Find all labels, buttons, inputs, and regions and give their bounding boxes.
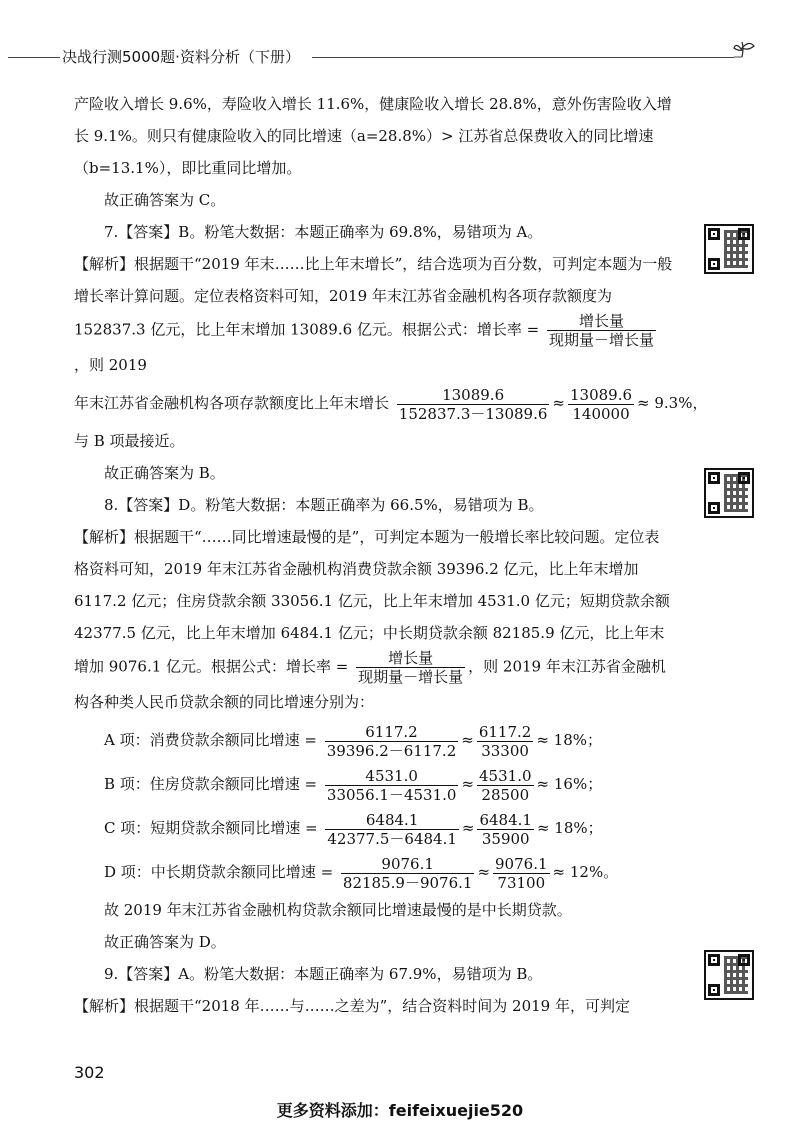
calc-result: ≈ 16%； [536, 775, 603, 793]
q8-conclusion: 故 2019 年末江苏省金融机构贷款余额同比增速最慢的是中长期贷款。 [104, 901, 572, 919]
qr-pattern [724, 474, 748, 512]
fraction-denominator: 82185.9－9076.1 [342, 873, 473, 892]
qr-code-icon[interactable] [704, 224, 754, 274]
qr-finder [708, 472, 720, 484]
fraction-numerator: 6117.2 [325, 723, 459, 742]
calc-result: ≈ 12%。 [552, 863, 619, 881]
option-d-calc: D 项：中长期贷款余额同比增速 = $\frac{9076.1}{82185.9-9076.1}$ ≈ $\frac{9076.1}{73100}$ ≈ 12%。 [104, 854, 619, 892]
header-rule-right [312, 57, 734, 58]
option-label: A 项：消费贷款余额同比增速 = [104, 731, 317, 749]
q9-answer-header: 9.【答案】A。粉笔大数据：本题正确率为 67.9%，易错项为 B。 [104, 965, 543, 983]
fraction-numerator: 增长量 [356, 649, 465, 668]
calc-fraction [325, 723, 459, 760]
calc-result: ≈ 9.3%， [637, 394, 708, 412]
fraction-denominator: 35900 [481, 829, 530, 848]
qr-finder [708, 984, 720, 996]
header-title: 决战行测5000题·资料分析（下册） [62, 48, 300, 66]
qr-finder [708, 954, 720, 966]
fraction-numerator: 13089.6 [569, 385, 633, 404]
fraction-numerator: 6484.1 [325, 811, 459, 830]
q7-calculation: 年末江苏省金融机构各项存款额度比上年末增长 $\frac{13089.6}{152837.3-13089.6}$ ≈ $\frac{13089.6}{140000}$ ≈ 9.3%， [74, 385, 708, 423]
fraction-denominator: 152837.3－13089.6 [398, 404, 548, 423]
qr-finder [708, 228, 720, 240]
fraction-denominator: 现期量－增长量 [549, 331, 655, 349]
fraction-numerator: 增长量 [547, 312, 656, 331]
q9-analysis: 【解析】根据题干“2018 年……与……之差为”，结合资料时间为 2019 年，可判定 [74, 997, 630, 1015]
option-label: B 项：住房贷款余额同比增速 = [104, 775, 318, 793]
growth-formula-fraction [547, 312, 656, 349]
fraction-denominator: 73100 [497, 873, 546, 892]
answer-line: 故正确答案为 C。 [104, 191, 226, 209]
q7-conclusion: 与 B 项最接近。 [74, 432, 185, 450]
q8-analysis-tail: ，则 2019 年末江苏省金融机构各种类人民币贷款余额的同比增速分别为： [74, 657, 666, 711]
calc-result: ≈ 18%； [536, 819, 603, 837]
qr-finder [708, 502, 720, 514]
running-header [0, 36, 800, 76]
fraction-denominator: 39396.2－6117.2 [326, 741, 457, 760]
q7-analysis-text: 【解析】根据题干“2019 年末……比上年末增长”，结合选项为百分数，可判定本题为一般增长率计算问题。定位表格资料可知，2019 年末江苏省金融机构各项存款额度为 152837.3 亿元，比上年末增加 13089.6 亿元。根据公式：增长率 = [74, 255, 673, 339]
fraction-denominator: 28500 [481, 785, 530, 804]
calc-fraction [341, 855, 475, 892]
fraction-numerator: 4531.0 [479, 766, 532, 785]
fraction-numerator: 6484.1 [479, 810, 532, 829]
growth-formula-fraction [356, 649, 465, 686]
calc-result: ≈ 18%； [536, 731, 603, 749]
qr-pattern [724, 956, 748, 994]
calc-fraction [325, 811, 459, 848]
option-c-calc: C 项：短期贷款余额同比增速 = $\frac{6484.1}{42377.5-6484.1}$ ≈ $\frac{6484.1}{35900}$ ≈ 18%； [104, 810, 603, 848]
q7-analysis-tail: ，则 2019 [74, 356, 147, 374]
calc-fraction-approx [477, 723, 534, 760]
fraction-denominator: 42377.5－6484.1 [327, 829, 457, 848]
fraction-numerator: 6117.2 [478, 722, 532, 741]
q7-answer-header: 7.【答案】B。粉笔大数据：本题正确率为 69.8%，易错项为 A。 [104, 223, 543, 241]
answer-line: 故正确答案为 D。 [104, 933, 226, 951]
q7-calc-label: 年末江苏省金融机构各项存款额度比上年末增长 [74, 394, 390, 412]
fraction-numerator: 13089.6 [397, 386, 550, 405]
fraction-denominator: 33056.1－4531.0 [326, 785, 457, 804]
qr-finder [708, 258, 720, 270]
qr-code-icon[interactable] [704, 468, 754, 518]
q8-analysis [74, 521, 674, 718]
sprout-icon [732, 38, 762, 68]
fraction-denominator: 140000 [572, 404, 630, 423]
calc-fraction-approx [477, 811, 534, 848]
fraction-numerator: 9076.1 [495, 854, 548, 873]
option-b-calc: B 项：住房贷款余额同比增速 = $\frac{4531.0}{33056.1-4531.0}$ ≈ $\frac{4531.0}{28500}$ ≈ 16%； [104, 766, 603, 804]
option-label: C 项：短期贷款余额同比增速 = [104, 819, 318, 837]
paragraph: 产险收入增长 9.6%，寿险收入增长 11.6%，健康险收入增长 28.8%，意外伤害险收入增长 9.1%。则只有健康险收入的同比增速（a=28.8%）> 江苏省总保费收入的同比增速（b=13.1%），即比重同比增加。 [74, 95, 672, 177]
fraction-denominator: 33300 [481, 741, 529, 760]
qr-code-icon[interactable] [704, 950, 754, 1000]
calc-fraction [397, 386, 550, 423]
calc-fraction-approx [493, 855, 550, 892]
answer-line: 故正确答案为 B。 [104, 464, 225, 482]
calc-fraction [325, 767, 459, 804]
footer-note: 更多资料添加：feifeixuejie520 [276, 1101, 524, 1120]
q8-analysis-text: 【解析】根据题干“……同比增速最慢的是”，可判定本题为一般增长率比较问题。定位表格资料可知，2019 年末江苏省金融机构消费贷款余额 39396.2 亿元，比上年末增加 6117.2 亿元；住房贷款余额 33056.1 亿元，比上年末增加 4531.0 亿元；短期贷款余额 42377.5 亿元，比上年末增加 6484.1 亿元；中长期贷款余额 82185.9 亿元，比上年末增加 9076.1 亿元。根据公式：增长率 = [74, 528, 670, 676]
fraction-numerator: 4531.0 [325, 767, 459, 786]
q8-answer-header: 8.【答案】D。粉笔大数据：本题正确率为 66.5%，易错项为 B。 [104, 496, 544, 514]
page-number: 302 [74, 1063, 105, 1082]
header-rule-left [8, 57, 60, 58]
option-label: D 项：中长期贷款余额同比增速 = [104, 863, 334, 881]
calc-fraction-approx [477, 767, 534, 804]
fraction-numerator: 9076.1 [341, 855, 475, 874]
q7-analysis [74, 248, 674, 381]
page-body [74, 88, 708, 1022]
calc-fraction-approx [568, 386, 634, 423]
option-a-calc: A 项：消费贷款余额同比增速 = $\frac{6117.2}{39396.2-6117.2}$ ≈ $\frac{6117.2}{33300}$ ≈ 18%； [104, 722, 603, 760]
fraction-denominator: 现期量－增长量 [358, 668, 464, 686]
qr-pattern [724, 230, 748, 268]
